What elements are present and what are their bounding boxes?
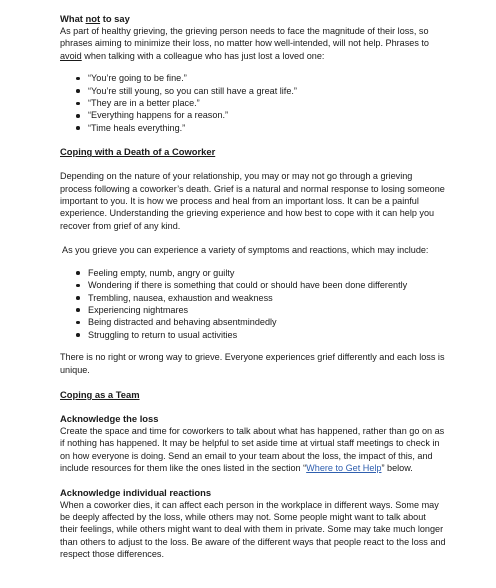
- heading-part: What: [60, 13, 86, 24]
- list-item: “Time heals everything.”: [60, 122, 446, 134]
- symptoms-intro: As you grieve you can experience a variety of symptoms and reactions, which may include:: [62, 245, 429, 256]
- list-item: “Everything happens for a reason.”: [60, 109, 446, 121]
- list-item: “You’re going to be fine.”: [60, 72, 446, 84]
- phrases-to-avoid-list: [60, 72, 446, 134]
- list-item: Struggling to return to usual activities: [60, 329, 446, 341]
- list-item: Experiencing nightmares: [60, 304, 446, 316]
- acknowledge-reactions-paragraph: When a coworker dies, it can affect each person in the workplace in different ways. Some may be deeply affected by the loss, while others may not. Some people might want to talk about their feelings, while others might want to deal with them in private. Some may take much longer than others to adjust to the loss. Be aware of the different ways that people react to the loss and respect those differences.: [60, 499, 446, 560]
- list-item: Feeling empty, numb, angry or guilty: [60, 267, 446, 279]
- list-item: “They are in a better place.”: [60, 97, 446, 109]
- acknowledge-loss-paragraph: [60, 425, 446, 475]
- heading-acknowledge-loss: Acknowledge the loss: [60, 412, 159, 424]
- coping-death-paragraph: Depending on the nature of your relationship, you may or may not go through a grieving process following a coworker’s death. Grief is a natural and normal response to losing someone important to you. It is how we process and heal from an important loss. It can be a painful experience. Understanding the grieving experience and how best to cope with it can help you recover from grief of any kind.: [60, 171, 445, 231]
- heading-part: to say: [100, 13, 130, 24]
- what-not-to-say-intro: [60, 25, 446, 62]
- list-item: Being distracted and behaving absentmindedly: [60, 316, 446, 328]
- heading-coping-death: Coping with a Death of a Coworker: [60, 146, 216, 158]
- heading-emphasis-not: not: [85, 13, 101, 24]
- heading-acknowledge-reactions: Acknowledge individual reactions: [60, 486, 212, 498]
- symptoms-list: [60, 267, 446, 341]
- list-item: Trembling, nausea, exhaustion and weakness: [60, 292, 446, 304]
- intro-text: when talking with a colleague who has just lost a loved one:: [81, 50, 325, 61]
- heading-what-not-to-say: [60, 12, 446, 25]
- intro-emphasis-avoid: avoid: [60, 50, 82, 61]
- intro-text: As part of healthy grieving, the grieving person needs to face the magnitude of their loss, so phrases aiming to minimize their loss, no matter how well-intended, will not help. Phrases to: [60, 26, 429, 49]
- paragraph-text: Create the space and time for coworkers to talk about what has happened, rather than go on as if nothing has happened. It may be helpful to set aside time at virtual staff meetings to check in on how everyone is doing. Send an email to your team about the loss, the impact of this, and include resources for them like the ones listed in the section “: [60, 425, 445, 474]
- heading-coping-team: Coping as a Team: [60, 388, 140, 400]
- paragraph-text: ” below.: [381, 463, 413, 474]
- document-body: [60, 12, 446, 561]
- where-to-get-help-link[interactable]: Where to Get Help: [306, 463, 382, 474]
- list-item: “You’re still young, so you can still have a great life.”: [60, 85, 446, 97]
- grief-closing-paragraph: There is no right or wrong way to grieve. Everyone experiences grief differently and each loss is unique.: [60, 352, 445, 375]
- list-item: Wondering if there is something that could or should have been done differently: [60, 279, 446, 291]
